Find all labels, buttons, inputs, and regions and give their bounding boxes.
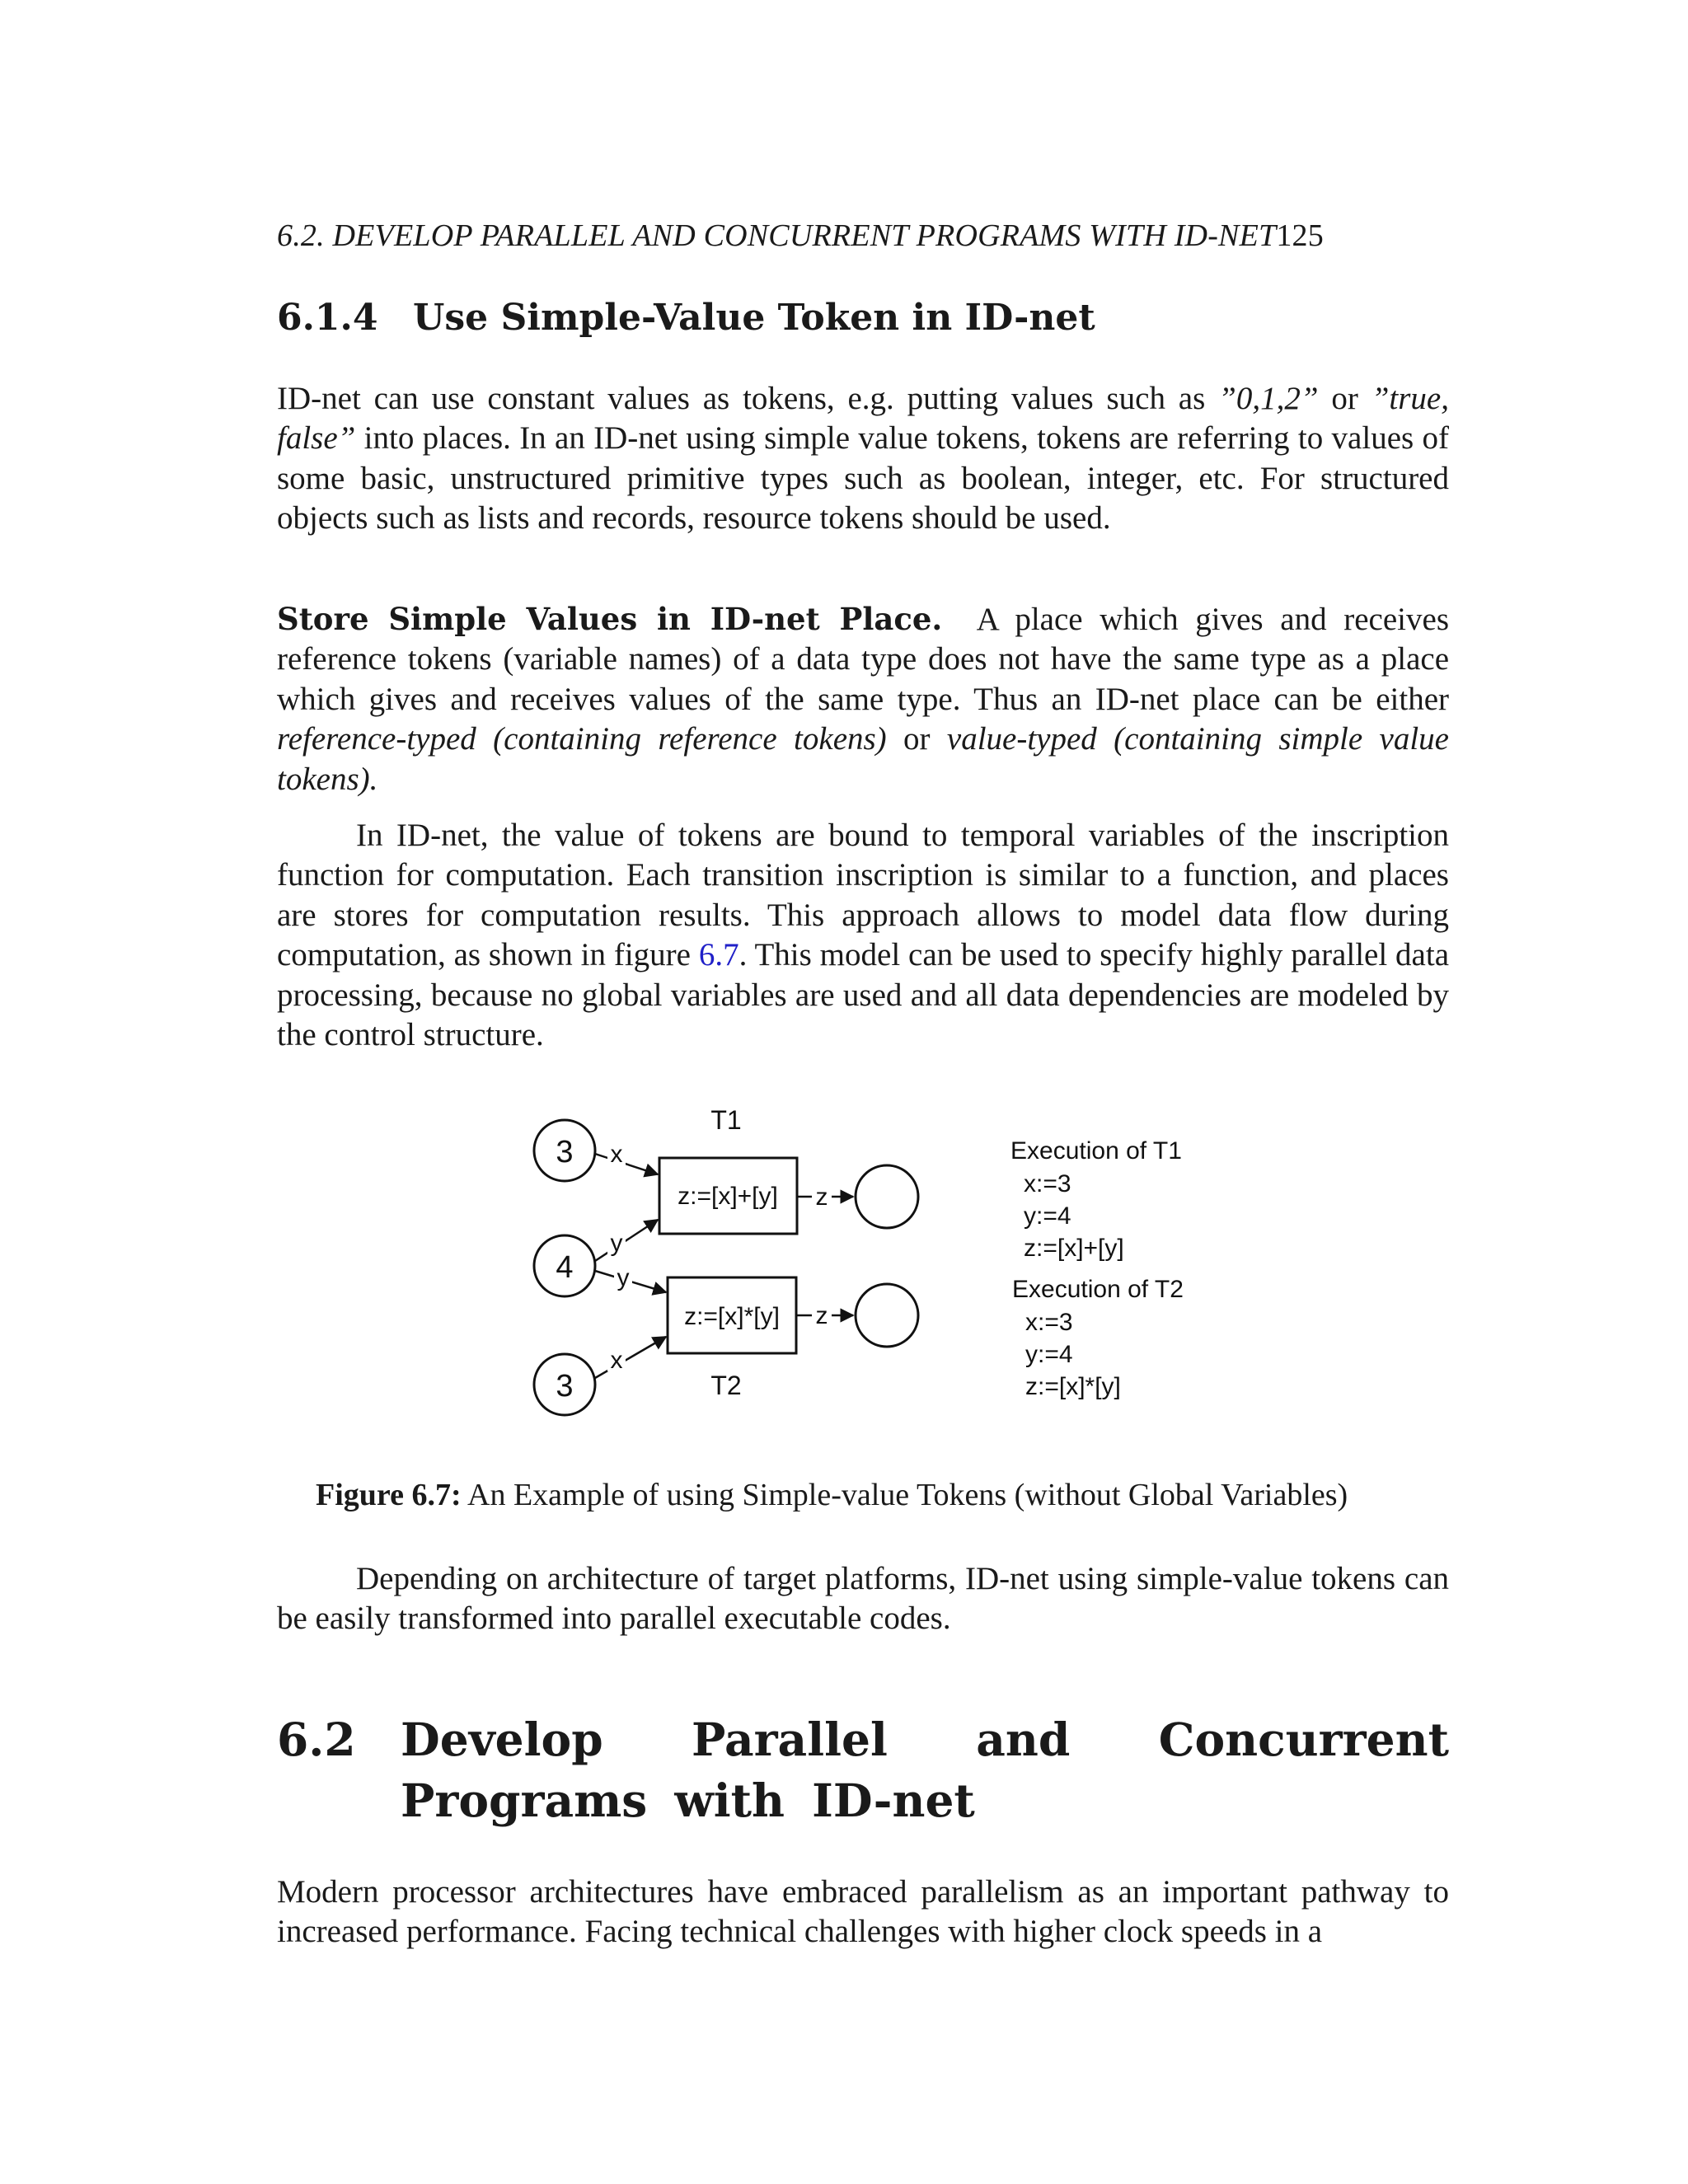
transition-t2-label: T2 — [710, 1371, 742, 1400]
running-header — [277, 216, 1482, 255]
subsection-title: Use Simple-Value Token in ID-net — [413, 297, 1095, 339]
arc-y-to-t1 — [595, 1220, 658, 1261]
arc-label-z-t2: z — [815, 1302, 828, 1329]
section-heading — [277, 1709, 1449, 1831]
place-x-top-token: 3 — [556, 1135, 574, 1169]
dataflow-text-2: . This model can be used to specify highly parallel data processing, because no global variables are used and all data dependencies are modeled by the control structure. — [277, 937, 1449, 1053]
modern-paragraph: Modern processor architectures have embraced parallelism as an important pathway to increased performance. Facing technical challenges with higher clock speeds in a — [277, 1874, 1449, 1950]
page-number: 125 — [1276, 218, 1324, 253]
arc-x-to-t1 — [595, 1154, 658, 1174]
store-text-2: or — [886, 721, 947, 757]
exec-t1-title: Execution of T1 — [1010, 1137, 1182, 1165]
store-text-1: A place which gives and receives reference tokens (variable names) of a data type does not have the same type as a place which gives and receives values of the same type. Thus an ID-net place can be either — [277, 602, 1449, 717]
store-ref-typed: reference-typed (containing reference tokens) — [277, 721, 887, 757]
arc-label-x-t1: x — [610, 1141, 623, 1168]
intro-quote-boolean: ”true, false” — [277, 381, 1449, 457]
store-paragraph — [277, 599, 1449, 799]
t1-inscription: z:=[x]+[y] — [678, 1183, 778, 1210]
place-y-token: 4 — [556, 1250, 574, 1285]
figure-6-7 — [511, 1096, 1253, 1426]
petri-net-diagram — [511, 1096, 1253, 1426]
caption-label: Figure 6.7: — [316, 1478, 462, 1512]
exec-t2-line-3: z:=[x]*[y] — [1025, 1373, 1121, 1400]
exec-t1-line-1: x:=3 — [1024, 1170, 1071, 1197]
arc-x-to-t2 — [595, 1337, 666, 1378]
exec-t1-line-3: z:=[x]+[y] — [1024, 1235, 1124, 1262]
place-x-bottom-token: 3 — [556, 1369, 574, 1404]
exec-t2-line-2: y:=4 — [1025, 1341, 1073, 1368]
section-title: Develop Parallel and Concurrent Programs with ID-net — [401, 1713, 1449, 1827]
intro-text-3: into places. In an ID-net using simple value tokens, tokens are referring to values of some basic, unstructured primitive types such as boolean, integer, etc. For structured objects such as lists and records, resource tokens should be used. — [277, 420, 1449, 537]
t2-inscription: z:=[x]*[y] — [684, 1303, 780, 1330]
subsection-number: 6.1.4 — [277, 297, 378, 339]
depending-paragraph: Depending on architecture of target platforms, ID-net using simple-value tokens can be easily transformed into parallel executable codes. — [277, 1561, 1449, 1637]
intro-text-1: ID-net can use constant values as tokens, e.g. putting values such as — [277, 381, 1219, 416]
dataflow-paragraph — [277, 816, 1449, 1055]
section-number: 6.2 — [277, 1713, 356, 1766]
caption-text: An Example of using Simple-value Tokens (without Global Variables) — [467, 1478, 1348, 1512]
intro-paragraph — [277, 379, 1449, 539]
intro-quote-values: ”0,1,2” — [1218, 381, 1319, 416]
exec-t2-title: Execution of T2 — [1012, 1276, 1184, 1303]
store-runin-heading: Store Simple Values in ID-net Place. — [277, 601, 943, 637]
place-z-t1 — [856, 1165, 918, 1228]
transition-t1-label: T1 — [710, 1105, 742, 1135]
arc-label-y-t2: y — [617, 1264, 630, 1291]
figure-ref-link[interactable]: 6.7 — [698, 937, 739, 973]
exec-t1-line-2: y:=4 — [1024, 1202, 1071, 1230]
intro-text-2: or — [1318, 381, 1372, 416]
arc-label-y-t1: y — [610, 1230, 623, 1257]
arc-label-x-t2: x — [610, 1347, 623, 1374]
subsection-heading — [277, 295, 1095, 341]
figure-caption — [316, 1475, 1412, 1515]
dataflow-text-1: In ID-net, the value of tokens are bound to temporal variables of the inscription function for computation. Each transition inscription is similar to a function, and places are stores for computation results. This approach allows to model data flow during computation, as shown in figure — [277, 818, 1449, 973]
running-title: 6.2. DEVELOP PARALLEL AND CONCURRENT PROGRAMS WITH ID-NET — [277, 218, 1277, 253]
place-z-t2 — [856, 1284, 918, 1347]
exec-t2-line-1: x:=3 — [1025, 1309, 1073, 1336]
store-val-typed: value-typed (containing simple value tokens). — [277, 721, 1449, 797]
arc-label-z-t1: z — [815, 1183, 828, 1211]
